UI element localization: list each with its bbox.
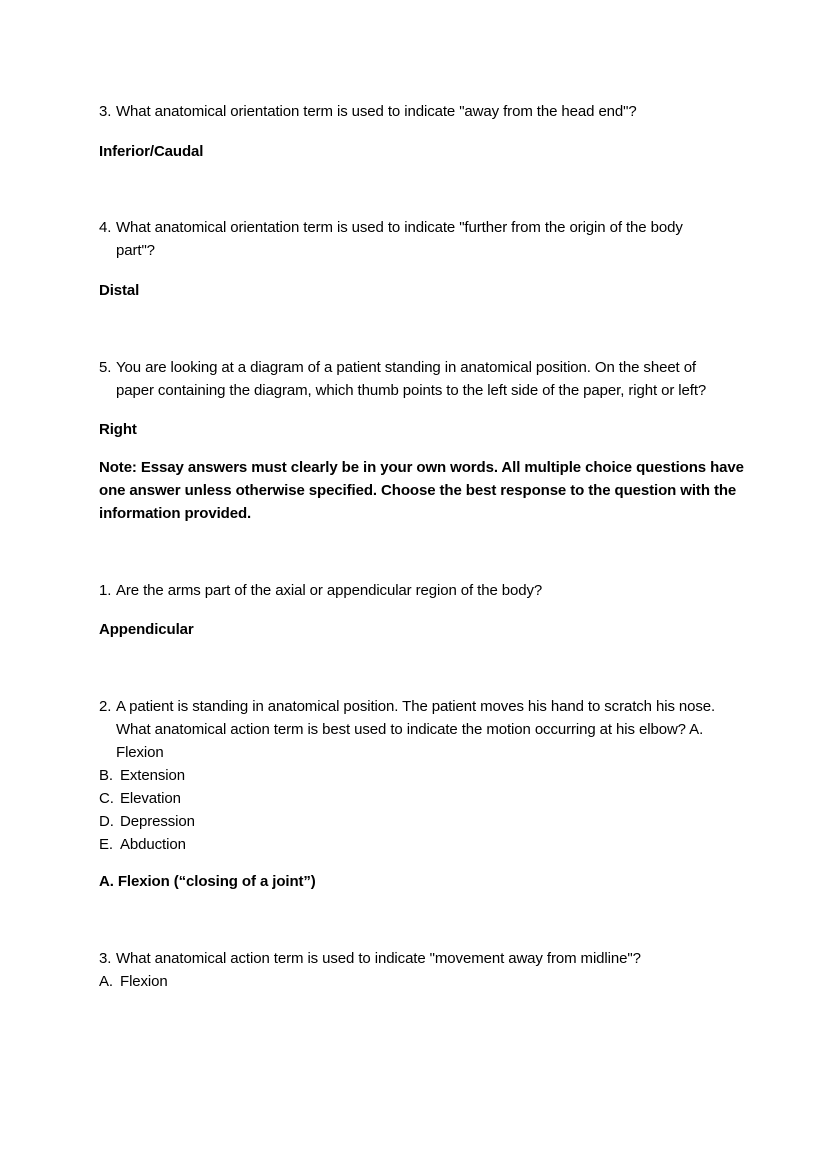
option-text: Elevation (120, 790, 181, 807)
answer-5-orientation: Right (99, 421, 137, 438)
question-text: What anatomical orientation term is used to indicate "further from the origin of the body (116, 219, 683, 236)
option-c (99, 787, 759, 810)
question-text-continued: paper containing the diagram, which thumb points to the left side of the paper, right or left? (116, 382, 707, 399)
question-text-continued: part"? (116, 242, 155, 259)
question-4-orientation (99, 216, 749, 262)
instructions-note (99, 456, 749, 525)
option-e (99, 833, 759, 856)
question-text: What anatomical action term is used to indicate "movement away from midline"? (116, 950, 641, 967)
answer-2-action: A. Flexion (“closing of a joint”) (99, 873, 316, 890)
option-text: Extension (120, 767, 185, 784)
option-letter: E. (99, 836, 113, 853)
question-number: 5. (99, 359, 112, 376)
question-text: Are the arms part of the axial or appendicular region of the body? (116, 582, 543, 599)
option-text: Depression (120, 813, 195, 830)
option-letter: A. (99, 973, 113, 990)
note-line: one answer unless otherwise specified. Choose the best response to the question with the (99, 482, 737, 499)
question-text-continued: Flexion (116, 744, 164, 761)
question-number: 3. (99, 103, 112, 120)
note-line: information provided. (99, 505, 252, 522)
question-text: What anatomical orientation term is used to indicate "away from the head end"? (116, 103, 637, 120)
question-text: You are looking at a diagram of a patient standing in anatomical position. On the sheet of (116, 359, 696, 376)
question-number: 4. (99, 219, 112, 236)
question-text-continued: What anatomical action term is best used to indicate the motion occurring at his elbow? A. (116, 721, 704, 738)
option-letter: B. (99, 767, 113, 784)
option-b (99, 764, 759, 787)
question-text: A patient is standing in anatomical position. The patient moves his hand to scratch his nose. (116, 698, 716, 715)
option-a (99, 970, 749, 993)
option-letter: C. (99, 790, 114, 807)
question-5-orientation (99, 356, 759, 402)
question-number: 3. (99, 950, 112, 967)
question-3-orientation (99, 100, 749, 123)
note-line: Note: Essay answers must clearly be in your own words. All multiple choice questions have (99, 459, 744, 476)
answer-4-orientation: Distal (99, 282, 140, 299)
option-d (99, 810, 759, 833)
question-3-action (99, 947, 749, 993)
option-text: Flexion (120, 973, 168, 990)
option-text: Abduction (120, 836, 186, 853)
option-letter: D. (99, 813, 114, 830)
answer-3-orientation: Inferior/Caudal (99, 143, 204, 160)
question-number: 2. (99, 698, 112, 715)
answer-1-region: Appendicular (99, 621, 194, 638)
question-1-region (99, 579, 749, 602)
question-2-action (99, 695, 759, 856)
question-number: 1. (99, 582, 112, 599)
